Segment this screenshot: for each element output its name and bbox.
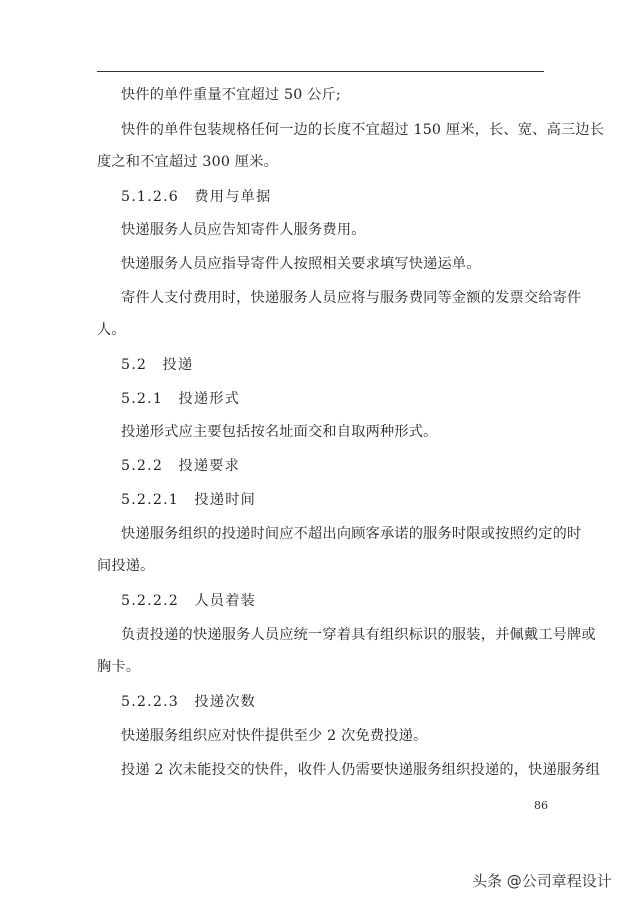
text-line-fee-notice: 快递服务人员应告知寄件人服务费用。	[121, 222, 366, 238]
text-line-size-limit: 快件的单件包装规格任何一边的长度不宜超过 150 厘米，长、宽、高三边长	[121, 122, 605, 138]
text-line-free-delivery: 快递服务组织应对快件提供至少 2 次免费投递。	[121, 728, 428, 744]
section-heading-5-2: 5.2 投递	[121, 357, 194, 373]
section-heading-5-2-2-1: 5.2.2.1 投递时间	[121, 492, 256, 508]
text-line-delivery-forms: 投递形式应主要包括按名址面交和自取两种形式。	[121, 424, 438, 440]
text-line-invoice-cont: 人。	[97, 322, 126, 338]
text-line-delivery-time: 快递服务组织的投递时间应不超出向顾客承诺的服务时限或按照约定的时	[121, 526, 582, 542]
section-heading-5-2-1: 5.2.1 投递形式	[121, 391, 241, 407]
text-line-uniform-cont: 胸卡。	[97, 659, 141, 675]
page-number: 86	[534, 799, 548, 812]
text-line-failed-delivery: 投递 2 次未能投交的快件，收件人仍需要快递服务组织投递的，快递服务组	[121, 762, 601, 778]
watermark: 头条 @公司章程设计	[472, 872, 612, 890]
text-line-waybill: 快递服务人员应指导寄件人按照相关要求填写快递运单。	[121, 256, 481, 272]
section-heading-5-2-2: 5.2.2 投递要求	[121, 458, 241, 474]
text-line-delivery-time-cont: 间投递。	[97, 558, 155, 574]
text-line-weight-limit: 快件的单件重量不宜超过 50 公斤;	[121, 87, 341, 103]
section-heading-5-1-2-6: 5.1.2.6 费用与单据	[121, 189, 272, 205]
text-line-invoice: 寄件人支付费用时，快递服务人员应将与服务费同等金额的发票交给寄件	[121, 290, 582, 306]
header-rule	[97, 71, 544, 72]
text-line-uniform: 负责投递的快递服务人员应统一穿着具有组织标识的服装，并佩戴工号牌或	[121, 627, 596, 643]
section-heading-5-2-2-2: 5.2.2.2 人员着装	[121, 593, 256, 609]
text-line-size-limit-cont: 度之和不宜超过 300 厘米。	[97, 154, 278, 170]
section-heading-5-2-2-3: 5.2.2.3 投递次数	[121, 694, 256, 710]
